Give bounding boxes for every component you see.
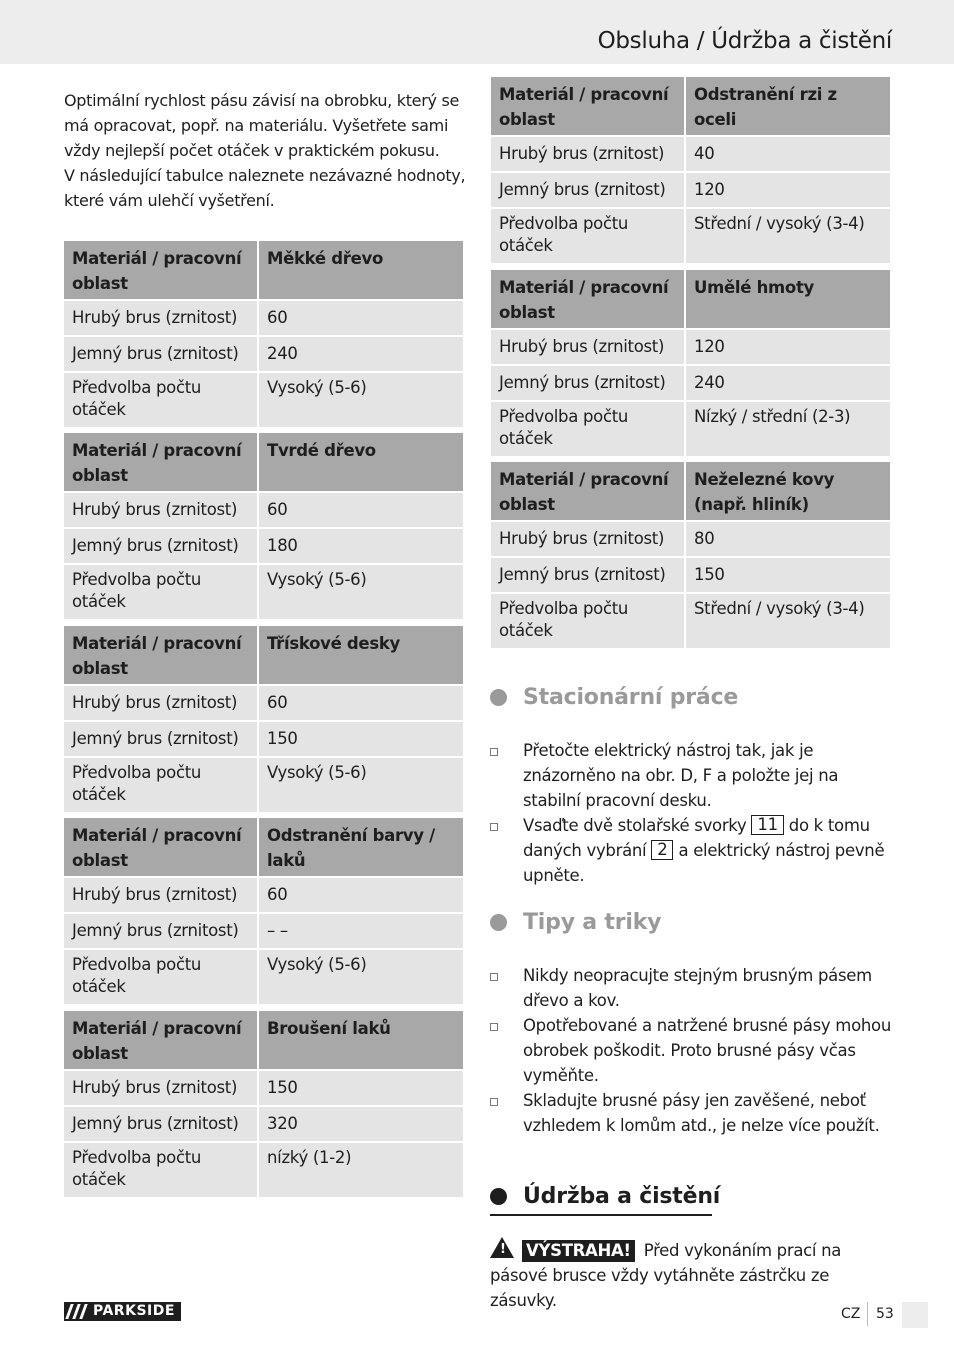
- table-header-material: Materiál / pracovní oblast: [491, 270, 685, 329]
- table-cell-label: Hrubý brus (zrnitost): [491, 521, 685, 557]
- section-bullet-icon: [490, 689, 507, 706]
- square-bullet-icon: [490, 1098, 498, 1106]
- table-cell-value: Střední / vysoký (3-4): [685, 593, 890, 649]
- tips-list: [490, 963, 894, 1138]
- table-header-material: Materiál / pracovní oblast: [64, 241, 258, 300]
- table-cell-label: Hrubý brus (zrnitost): [491, 136, 685, 172]
- table-cell-label: Hrubý brus (zrnitost): [64, 300, 258, 336]
- table-cell-label: Hrubý brus (zrnitost): [64, 1070, 258, 1106]
- table-cell-value: 120: [685, 172, 890, 208]
- table-cell-label: Předvolba počtu otáček: [64, 949, 258, 1005]
- table-cell-label: Předvolba počtu otáček: [491, 208, 685, 264]
- table-header-material: Materiál / pracovní oblast: [64, 818, 258, 877]
- spec-table-soft-wood: [64, 241, 463, 429]
- table-cell-label: Jemný brus (zrnitost): [64, 336, 258, 372]
- page-title: Obsluha / Údržba a čistění: [597, 28, 892, 54]
- intro-line: vždy nejlepší počet otáček v praktickém pokusu.: [64, 141, 440, 160]
- table-cell-value: 320: [258, 1106, 463, 1142]
- table-cell-value: Střední / vysoký (3-4): [685, 208, 890, 264]
- table-cell-value: 120: [685, 329, 890, 365]
- table-cell-value: Vysoký (5-6): [258, 564, 463, 620]
- table-cell-value: – –: [258, 913, 463, 949]
- table-header-material: Materiál / pracovní oblast: [491, 462, 685, 521]
- spec-table-non-ferrous-metals: [491, 462, 890, 650]
- list-item: [490, 963, 894, 1013]
- table-cell-value: 180: [258, 528, 463, 564]
- table-cell-label: Jemný brus (zrnitost): [491, 172, 685, 208]
- table-cell-value: 80: [685, 521, 890, 557]
- intro-line: Optimální rychlost pásu závisí na obrobku, který se: [64, 91, 460, 110]
- table-header-value: Umělé hmoty: [685, 270, 890, 329]
- part-reference-box: 11: [751, 815, 783, 835]
- spec-table-hard-wood: [64, 433, 463, 621]
- table-cell-label: Předvolba počtu otáček: [64, 1142, 258, 1198]
- section-title: Tipy a triky: [523, 910, 662, 935]
- spec-table-lacquer-sanding: [64, 1011, 463, 1199]
- table-cell-value: 40: [685, 136, 890, 172]
- table-cell-label: Jemný brus (zrnitost): [491, 365, 685, 401]
- section-underline: [490, 1214, 712, 1216]
- table-cell-label: Předvolba počtu otáček: [64, 564, 258, 620]
- section-stationary-work: [490, 685, 738, 710]
- table-cell-value: Vysoký (5-6): [258, 949, 463, 1005]
- table-header-value: Třískové desky: [258, 626, 463, 685]
- warning-mark: !: [500, 1242, 506, 1257]
- list-item: [490, 1013, 894, 1088]
- table-header-value: Měkké dřevo: [258, 241, 463, 300]
- list-item-text: do k tomu daných vybrání: [523, 816, 870, 860]
- list-item: [490, 813, 894, 888]
- table-header-value: Tvrdé dřevo: [258, 433, 463, 492]
- warning-label: VÝSTRAHA!: [522, 1240, 635, 1262]
- intro-line: má opracovat, popř. na materiálu. Vyšetřete sami: [64, 116, 449, 135]
- table-cell-label: Předvolba počtu otáček: [64, 757, 258, 813]
- table-cell-label: Jemný brus (zrnitost): [64, 721, 258, 757]
- footer-divider: [867, 1302, 868, 1326]
- list-item-text: Přetočte elektrický nástroj tak, jak je znázorněno na obr. D, F a položte jej na stabilní pracovní desku.: [523, 741, 839, 810]
- section-bullet-icon: [490, 1188, 507, 1205]
- table-cell-value: 60: [258, 685, 463, 721]
- table-cell-label: Jemný brus (zrnitost): [64, 528, 258, 564]
- square-bullet-icon: [490, 973, 498, 981]
- intro-line: které vám ulehčí vyšetření.: [64, 191, 275, 210]
- table-cell-value: Vysoký (5-6): [258, 757, 463, 813]
- list-item: [490, 738, 894, 813]
- table-cell-label: Předvolba počtu otáček: [491, 593, 685, 649]
- footer-corner-band: [902, 1302, 928, 1328]
- table-header-value: Odstranění rzi z oceli: [685, 77, 890, 136]
- table-header-value: Odstranění barvy / laků: [258, 818, 463, 877]
- brand-logo: [64, 1302, 181, 1321]
- list-item-text: Opotřebované a natržené brusné pásy mohou obrobek poškodit. Proto brusné pásy včas vyměňte.: [523, 1016, 891, 1085]
- spec-table-chipboard: [64, 626, 463, 814]
- table-cell-label: Předvolba počtu otáček: [64, 372, 258, 428]
- table-header-material: Materiál / pracovní oblast: [64, 433, 258, 492]
- table-cell-value: 60: [258, 300, 463, 336]
- warning-triangle-icon: [490, 1237, 514, 1258]
- table-header-value: Broušení laků: [258, 1011, 463, 1070]
- warning-paragraph: [490, 1237, 894, 1313]
- table-cell-value: 150: [258, 1070, 463, 1106]
- part-reference-box: 2: [651, 840, 673, 860]
- table-cell-label: Hrubý brus (zrnitost): [64, 492, 258, 528]
- table-cell-value: 150: [258, 721, 463, 757]
- section-bullet-icon: [490, 914, 507, 931]
- logo-stripes-icon: [64, 1302, 89, 1321]
- table-cell-value: 240: [685, 365, 890, 401]
- language-code: CZ: [841, 1306, 861, 1322]
- table-cell-value: Vysoký (5-6): [258, 372, 463, 428]
- table-cell-label: Předvolba počtu otáček: [491, 401, 685, 457]
- table-cell-label: Jemný brus (zrnitost): [64, 1106, 258, 1142]
- table-cell-label: Hrubý brus (zrnitost): [64, 877, 258, 913]
- brand-name: PARKSIDE: [89, 1302, 181, 1321]
- table-cell-value: 60: [258, 492, 463, 528]
- spec-table-plastics: [491, 270, 890, 458]
- square-bullet-icon: [490, 823, 498, 831]
- stationary-list: [490, 738, 894, 888]
- table-cell-label: Hrubý brus (zrnitost): [491, 329, 685, 365]
- list-item-text: Nikdy neopracujte stejným brusným pásem dřevo a kov.: [523, 966, 872, 1010]
- table-cell-label: Hrubý brus (zrnitost): [64, 685, 258, 721]
- spec-table-rust-removal: [491, 77, 890, 265]
- square-bullet-icon: [490, 1023, 498, 1031]
- list-item: [490, 1088, 894, 1138]
- table-header-material: Materiál / pracovní oblast: [64, 626, 258, 685]
- list-item-text: Skladujte brusné pásy jen zavěšené, neboť vzhledem k lomům atd., je nelze více použít.: [523, 1091, 880, 1135]
- table-header-value: Neželezné kovy (např. hliník): [685, 462, 890, 521]
- list-item-text: Vsaďte dvě stolařské svorky: [523, 816, 747, 835]
- table-cell-label: Jemný brus (zrnitost): [64, 913, 258, 949]
- square-bullet-icon: [490, 748, 498, 756]
- table-cell-value: Nízký / střední (2-3): [685, 401, 890, 457]
- table-cell-label: Jemný brus (zrnitost): [491, 557, 685, 593]
- section-tips: [490, 910, 661, 935]
- intro-paragraph: [64, 88, 468, 213]
- table-cell-value: 240: [258, 336, 463, 372]
- spec-table-paint-removal: [64, 818, 463, 1006]
- page-number: 53: [876, 1306, 894, 1322]
- section-maintenance: [490, 1184, 720, 1209]
- table-cell-value: 60: [258, 877, 463, 913]
- table-header-material: Materiál / pracovní oblast: [491, 77, 685, 136]
- table-header-material: Materiál / pracovní oblast: [64, 1011, 258, 1070]
- table-cell-value: 150: [685, 557, 890, 593]
- section-title: Údržba a čistění: [523, 1184, 721, 1209]
- table-cell-value: nízký (1-2): [258, 1142, 463, 1198]
- warning-text: Před vykonáním prací na pásové brusce vždy vytáhněte zástrčku ze zásuvky.: [490, 1241, 842, 1310]
- intro-line: V následující tabulce naleznete nezávazné hodnoty,: [64, 166, 466, 185]
- list-item-text: a elektrický nástroj pevně upněte.: [523, 841, 885, 885]
- section-title: Stacionární práce: [523, 685, 739, 710]
